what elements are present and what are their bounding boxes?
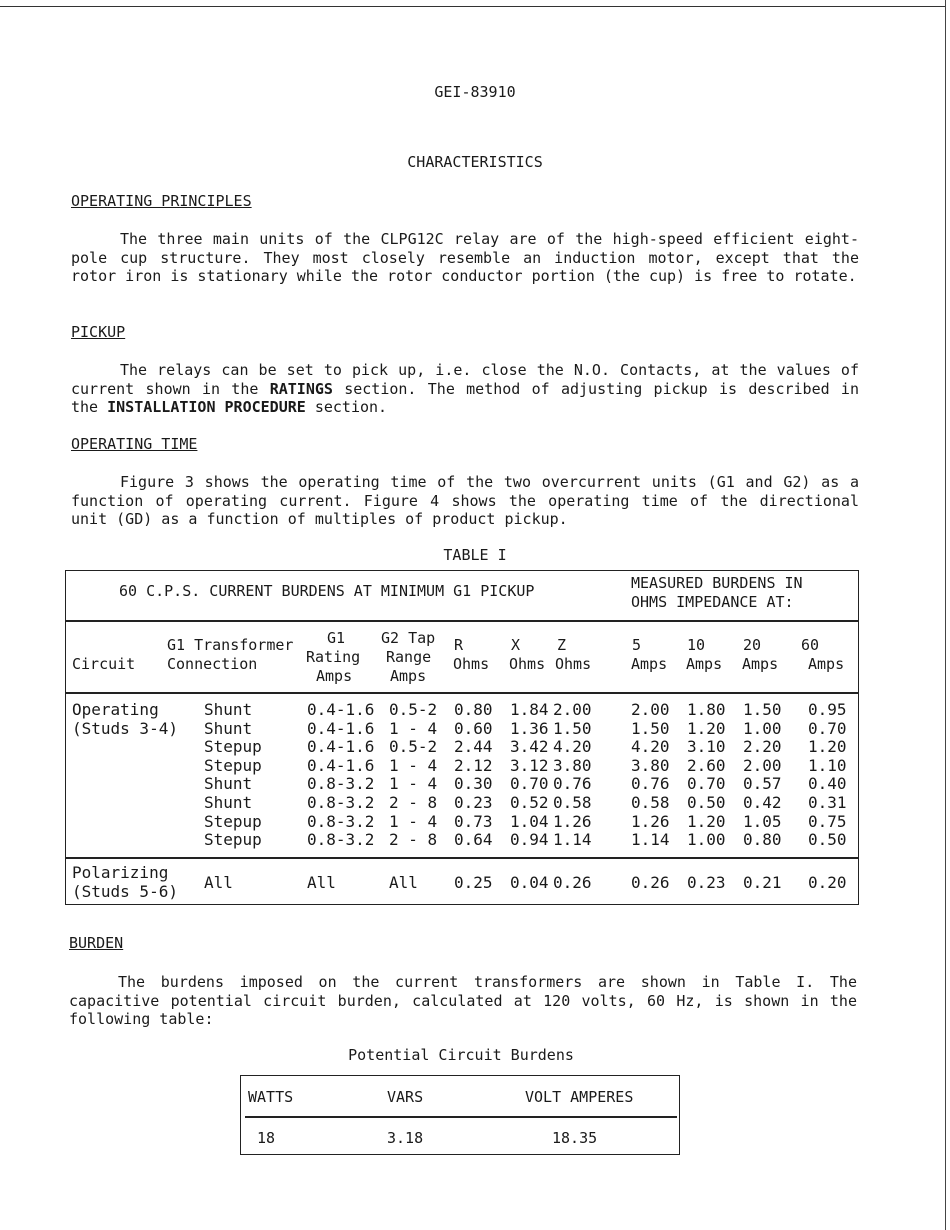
operating-5a-col: 2.00 1.50 4.20 3.80 0.76 0.58 1.26 1.14 [631, 700, 670, 850]
col-header-60a-1: 60 [801, 636, 820, 654]
polarizing-20a: 0.21 [743, 873, 782, 892]
pickup-installation-ref: INSTALLATION PROCEDURE [107, 398, 306, 416]
polarizing-g1-rating: All [307, 873, 336, 892]
potential-value-watts: 18 [257, 1129, 276, 1147]
col-header-5a-1: 5 [632, 636, 642, 654]
col-header-20a-2: Amps [742, 655, 779, 673]
operating-10a-col: 1.80 1.20 3.10 2.60 0.70 0.50 1.20 1.00 [687, 700, 726, 850]
col-header-g1-1: G1 [327, 629, 346, 647]
heading-burden: BURDEN [69, 934, 124, 952]
col-header-g2-1: G2 Tap [381, 629, 436, 647]
document-number: GEI-83910 [434, 83, 516, 101]
potential-burden-table [240, 1075, 680, 1155]
paragraph-burden [69, 973, 857, 1029]
pickup-ratings-ref: RATINGS [269, 379, 333, 398]
page-title: CHARACTERISTICS [407, 153, 543, 171]
potential-header-watts: WATTS [248, 1088, 294, 1106]
paragraph-operating-time-text: Figure 3 shows the operating time of the two overcurrent units (G1 and G2) as a function of operating current. Figure 4 shows the operating time of the directional unit (GD) as a function of multiples of product pickup. [71, 473, 859, 528]
heading-pickup: PICKUP [71, 323, 126, 341]
table-caption: TABLE I [443, 546, 507, 564]
right-rule [945, 0, 946, 1230]
paragraph-burden-text: The burdens imposed on the current transformers are shown in Table I. The capacitive potential circuit burden, calculated at 120 volts, 60 Hz, is shown in the following table: [69, 973, 857, 1028]
col-header-g2-3: Amps [390, 667, 427, 685]
polarizing-z: 0.26 [553, 873, 592, 892]
burden-table [65, 570, 859, 905]
col-header-10a-2: Amps [686, 655, 723, 673]
pickup-text-3: section. [305, 398, 388, 416]
col-header-r-1: R [454, 636, 464, 654]
operating-z-col: 2.00 1.50 4.20 3.80 0.76 0.58 1.26 1.14 [553, 700, 592, 850]
col-header-10a-1: 10 [687, 636, 706, 654]
polarizing-r: 0.25 [454, 873, 493, 892]
table-header-left: 60 C.P.S. CURRENT BURDENS AT MINIMUM G1 PICKUP [119, 582, 535, 600]
header-divider [66, 620, 858, 622]
col-header-r-2: Ohms [453, 655, 490, 673]
polarizing-x: 0.04 [510, 873, 549, 892]
polarizing-connection: All [204, 873, 233, 892]
col-header-z-1: Z [557, 636, 567, 654]
operating-r-col: 0.80 0.60 2.44 2.12 0.30 0.23 0.73 0.64 [454, 700, 493, 850]
table-header-right-1: MEASURED BURDENS IN [631, 574, 803, 592]
operating-circuit-label: Operating (Studs 3-4) [72, 700, 178, 738]
col-header-z-2: Ohms [555, 655, 592, 673]
col-header-transformer-2: Connection [167, 655, 258, 673]
col-header-x-2: Ohms [509, 655, 546, 673]
operating-x-col: 1.84 1.36 3.42 3.12 0.70 0.52 1.04 0.94 [510, 700, 549, 850]
potential-table-title: Potential Circuit Burdens [348, 1046, 574, 1064]
operating-g1-rating-col: 0.4-1.6 0.4-1.6 0.4-1.6 0.4-1.6 0.8-3.2 0.8-3.2 0.8-3.2 0.8-3.2 [307, 700, 375, 850]
column-header-divider [66, 692, 858, 694]
polarizing-circuit-label: Polarizing (Studs 5-6) [72, 863, 178, 901]
col-header-60a-2: Amps [808, 655, 845, 673]
heading-operating-principles: OPERATING PRINCIPLES [71, 192, 252, 210]
table-header-right-2: OHMS IMPEDANCE AT: [631, 593, 794, 611]
top-rule [0, 6, 946, 7]
col-header-g2-2: Range [386, 648, 432, 666]
col-header-g1-2: Rating [306, 648, 361, 666]
potential-header-divider [245, 1116, 677, 1118]
operating-g2-range-col: 0.5-2 1 - 4 0.5-2 1 - 4 1 - 4 2 - 8 1 - 4 2 - 8 [389, 700, 438, 850]
col-header-5a-2: Amps [631, 655, 668, 673]
col-header-x-1: X [511, 636, 521, 654]
polarizing-g2-range: All [389, 873, 418, 892]
polarizing-60a: 0.20 [808, 873, 847, 892]
paragraph-operating-principles-text: The three main units of the CLPG12C relay are of the high-speed efficient eight-pole cup structure. They most closely resemble an induction motor, except that the rotor iron is stationary while the rotor conductor portion (the cup) is free to rotate. [71, 230, 859, 285]
paragraph-operating-time [71, 473, 859, 529]
operating-60a-col: 0.95 0.70 1.20 1.10 0.40 0.31 0.75 0.50 [808, 700, 847, 850]
col-header-transformer-1: G1 Transformer [167, 636, 294, 654]
pickup-text-2: section. The method of adjusting pickup is described in the [71, 379, 859, 416]
potential-value-volt-amperes: 18.35 [552, 1129, 598, 1147]
potential-value-vars: 3.18 [387, 1129, 424, 1147]
operating-20a-col: 1.50 1.00 2.20 2.00 0.57 0.42 1.05 0.80 [743, 700, 782, 850]
operating-connection-col: Shunt Shunt Stepup Stepup Shunt Shunt Stepup Stepup [204, 700, 262, 850]
col-header-circuit: Circuit [72, 655, 136, 673]
operating-divider [66, 857, 858, 859]
potential-header-vars: VARS [387, 1088, 424, 1106]
potential-header-volt-amperes: VOLT AMPERES [525, 1088, 634, 1106]
col-header-g1-3: Amps [316, 667, 353, 685]
paragraph-pickup [71, 361, 859, 417]
polarizing-10a: 0.23 [687, 873, 726, 892]
col-header-20a-1: 20 [743, 636, 762, 654]
paragraph-operating-principles [71, 230, 859, 286]
pickup-text-1: The relays can be set to pick up, i.e. close the N.O. Contacts, at the values of current shown in the [71, 361, 859, 398]
polarizing-5a: 0.26 [631, 873, 670, 892]
heading-operating-time: OPERATING TIME [71, 435, 198, 453]
